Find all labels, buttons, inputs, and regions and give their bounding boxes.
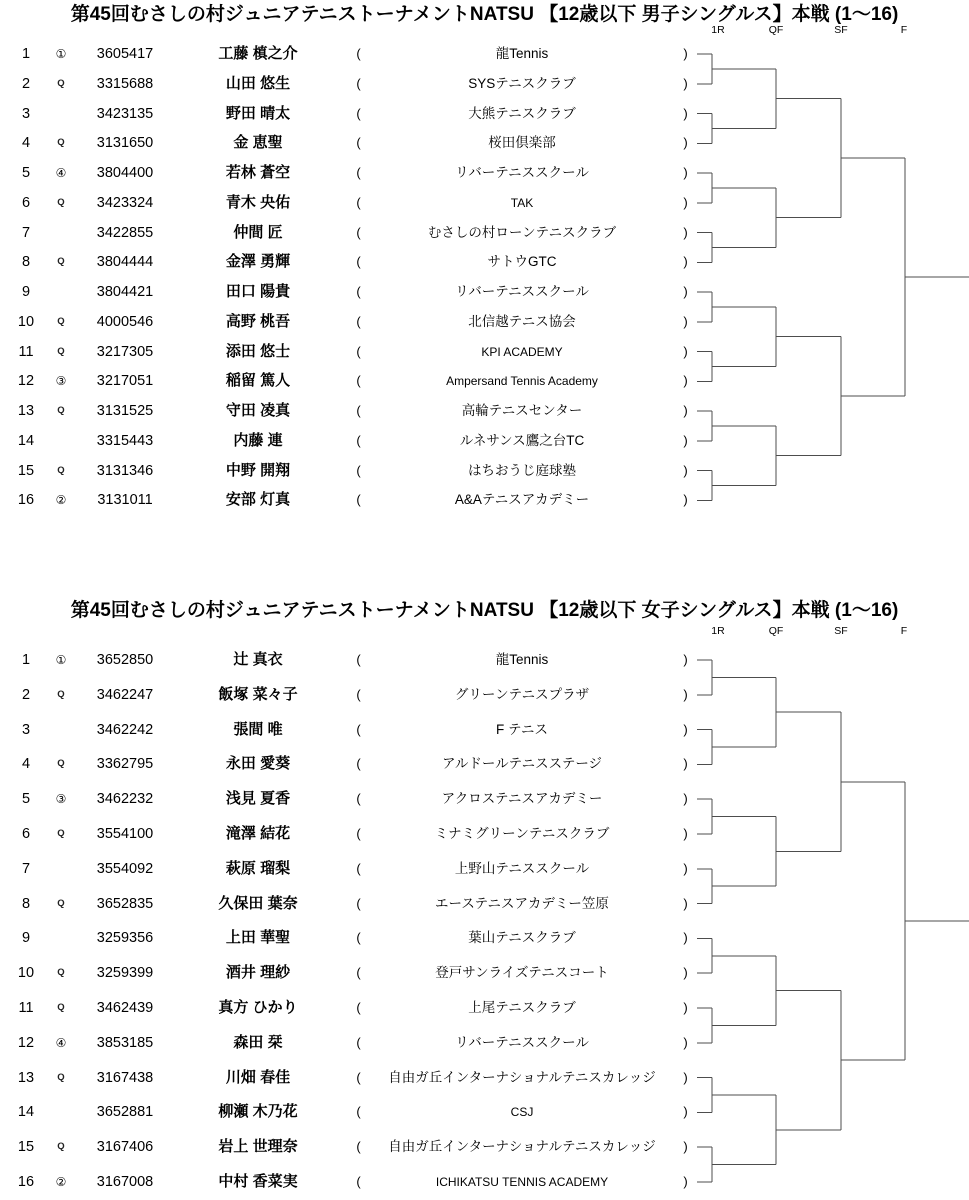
player-row [0,44,969,64]
seed-badge: ② [55,1175,67,1189]
club-name: むさしの村ローンテニスクラブ [427,224,617,240]
open-paren: ( [356,1000,361,1015]
player-name: 張間 唯 [233,720,283,738]
open-paren: ( [356,791,361,807]
club-name: リバーテニススクール [455,1034,589,1050]
draw-position: 10 [17,965,35,982]
open-paren: ( [356,1069,361,1085]
player-row [0,650,969,670]
registration-number: 3462232 [96,791,154,808]
draw-position: 14 [17,1104,35,1121]
close-paren: ) [683,165,688,180]
club-name: TAK [510,195,534,210]
registration-number: 3554100 [96,826,154,842]
draw-position: 4 [21,135,31,152]
player-row [0,685,969,705]
club-name: 上野山テニススクール [454,860,590,876]
club-name: 龍Tennis [495,652,549,667]
round-header-sf: SF [834,24,848,36]
registration-number: 3217305 [96,343,154,360]
close-paren: ) [683,1104,688,1120]
registration-number: 3259356 [96,930,154,947]
player-name: 酒井 理紗 [225,964,291,982]
draw-position: 11 [18,343,34,360]
player-name: 野田 晴太 [225,104,291,122]
close-paren: ) [683,1034,688,1050]
player-name: 青木 央佑 [225,193,291,211]
close-paren: ) [683,1139,688,1155]
close-paren: ) [683,965,688,981]
player-row [0,252,969,272]
registration-number: 3131011 [97,492,153,509]
close-paren: ) [683,721,688,737]
open-paren: ( [356,652,361,667]
close-paren: ) [683,462,688,478]
player-name: 中野 開翔 [225,461,291,479]
club-name: 桜田倶楽部 [488,135,556,151]
club-name: CSJ [510,1105,534,1120]
seed-badge: ④ [55,1035,67,1050]
registration-number: 3804400 [96,165,154,181]
close-paren: ) [683,930,688,946]
club-name: エーステニスアカデミー笠原 [435,895,609,911]
club-name: 葉山テニスクラブ [468,930,576,946]
registration-number: 3422855 [96,224,154,241]
draw-position: 6 [21,826,31,842]
club-name: 自由ガ丘インターナショナルテニスカレッジ [388,1139,656,1155]
round-header-sf: SF [834,625,848,637]
club-name: ミナミグリーンテニスクラブ [434,826,610,841]
draw-position: 3 [21,105,31,122]
registration-number: 3462247 [96,686,154,703]
seed-badge [46,431,76,451]
draw-position: 13 [17,1069,35,1086]
round-header-1r: 1R [711,625,725,637]
player-row [0,859,969,879]
draw-position: 10 [17,313,35,330]
seed-badge: Q [57,256,65,268]
open-paren: ( [356,860,361,876]
registration-number: 3423135 [96,105,154,122]
close-paren: ) [683,46,688,61]
open-paren: ( [356,1139,361,1155]
draw-position: 1 [21,652,31,668]
player-row [0,1068,969,1088]
open-paren: ( [356,284,361,299]
player-row [0,342,969,362]
player-row [0,998,969,1018]
open-paren: ( [356,492,361,508]
player-name: 金 恵聖 [233,134,283,152]
player-name: 辻 真衣 [233,651,283,668]
draw-position: 15 [17,462,35,479]
seed-badge: Q [57,137,65,149]
seed-badge: Q [57,688,65,700]
seed-badge: ① [55,653,67,667]
registration-number: 3131525 [96,403,154,419]
player-name: 内藤 連 [233,431,283,449]
registration-number: 3423324 [96,194,154,211]
draw-position: 11 [18,1000,34,1016]
draw-position: 5 [21,165,31,181]
open-paren: ( [356,826,361,841]
registration-number: 3259399 [96,965,154,982]
draw-title-boys: 第45回むさしの村ジュニアテニストーナメントNATSU 【12歳以下 男子シングルス】本戦 (1～16) [70,4,899,25]
open-paren: ( [356,343,361,359]
player-name: 川畑 春佳 [225,1068,291,1086]
registration-number: 3167008 [96,1174,154,1190]
registration-number: 3167406 [96,1139,154,1156]
round-header-f: F [900,625,908,637]
player-name: 上田 華聖 [225,929,291,947]
draw-position: 4 [21,756,31,773]
seed-badge [46,720,76,740]
club-name: サトウGTC [487,254,557,270]
draw-position: 7 [21,224,31,241]
draw-position: 5 [21,791,31,808]
open-paren: ( [356,930,361,946]
player-row [0,1172,969,1192]
player-row [0,894,969,914]
close-paren: ) [683,652,688,667]
seed-badge [46,104,76,124]
seed-badge [46,223,76,243]
open-paren: ( [356,686,361,702]
player-row [0,371,969,391]
open-paren: ( [356,254,361,270]
club-name: ICHIKATSU TENNIS ACADEMY [435,1175,609,1189]
registration-number: 3217051 [96,373,154,390]
player-name: 工藤 槙之介 [218,45,298,62]
player-name: 山田 悠生 [225,74,291,92]
registration-number: 3462242 [96,721,154,738]
seed-badge: Q [57,464,65,476]
open-paren: ( [356,462,361,478]
seed-badge [46,282,76,302]
draw-position: 3 [21,721,31,738]
seed-badge: Q [57,315,65,327]
seed-badge: ① [55,47,67,61]
player-name: 真方 ひかり [218,999,298,1016]
open-paren: ( [356,432,361,448]
club-name: ルネサンス鷹之台TC [459,432,585,448]
round-header-qf: QF [768,24,784,36]
close-paren: ) [683,194,688,210]
open-paren: ( [356,1034,361,1050]
draw-position: 16 [17,492,35,509]
registration-number: 3362795 [96,756,154,773]
player-name: 若林 蒼空 [225,164,291,181]
player-row [0,754,969,774]
close-paren: ) [683,826,688,841]
registration-number: 3804421 [96,284,154,300]
seed-badge: ④ [55,166,67,180]
open-paren: ( [356,1174,361,1189]
draw-position: 12 [17,373,35,390]
player-row [0,431,969,451]
registration-number: 3853185 [96,1034,154,1051]
player-row [0,312,969,332]
draw-position: 9 [21,284,31,300]
club-name: アルドールテニスステージ [441,756,603,772]
seed-badge: ③ [55,792,67,807]
player-row [0,163,969,183]
player-row [0,720,969,740]
player-row [0,1102,969,1122]
seed-badge: Q [57,967,65,979]
player-name: 中村 香菜実 [218,1173,298,1190]
open-paren: ( [356,46,361,61]
club-name: A&Aテニスアカデミー [454,492,590,508]
seed-badge [46,928,76,948]
registration-number: 3131650 [96,135,154,152]
player-row [0,223,969,243]
player-row [0,74,969,94]
close-paren: ) [683,313,688,329]
close-paren: ) [683,403,688,418]
player-name: 仲間 匠 [233,223,283,241]
close-paren: ) [683,135,688,151]
close-paren: ) [683,1174,688,1189]
draw-position: 8 [21,254,31,271]
open-paren: ( [356,373,361,389]
seed-badge: ② [55,493,67,508]
draw-position: 8 [21,895,31,912]
club-name: KPI ACADEMY [481,344,563,359]
draw-position: 15 [17,1139,35,1156]
player-row [0,1137,969,1157]
open-paren: ( [356,165,361,180]
club-name: Ampersand Tennis Academy [446,374,598,389]
club-name: アクロステニスアカデミー [441,791,603,807]
close-paren: ) [683,254,688,270]
open-paren: ( [356,721,361,737]
registration-number: 3652881 [96,1104,154,1121]
registration-number: 3167438 [96,1069,154,1086]
player-name: 森田 栞 [233,1033,283,1051]
player-row [0,490,969,510]
player-row [0,1033,969,1053]
round-header-qf: QF [768,625,784,637]
player-name: 金澤 勇輝 [225,253,291,271]
seed-badge: Q [57,828,65,839]
draw-position: 7 [21,860,31,877]
player-name: 高野 桃吾 [225,312,291,330]
open-paren: ( [356,965,361,981]
player-name: 添田 悠士 [225,342,291,360]
player-row [0,401,969,421]
player-row [0,133,969,153]
open-paren: ( [356,224,361,240]
draw-position: 9 [21,930,31,947]
draw-position: 2 [21,686,31,703]
close-paren: ) [683,1069,688,1085]
seed-badge [46,1102,76,1122]
club-name: 自由ガ丘インターナショナルテニスカレッジ [388,1069,656,1085]
close-paren: ) [683,432,688,448]
player-name: 安部 灯真 [225,491,291,509]
seed-badge: Q [57,1071,65,1083]
seed-badge: Q [57,1002,65,1013]
close-paren: ) [683,105,688,121]
open-paren: ( [356,1104,361,1120]
registration-number: 3652835 [96,895,154,912]
registration-number: 4000546 [96,313,154,330]
open-paren: ( [356,135,361,151]
club-name: 龍Tennis [495,46,549,61]
close-paren: ) [683,373,688,389]
open-paren: ( [356,313,361,329]
club-name: リバーテニススクール [455,284,589,299]
seed-badge: Q [57,1141,65,1153]
seed-badge: ③ [55,374,67,389]
draw-position: 16 [17,1174,35,1190]
close-paren: ) [683,895,688,911]
draw-position: 13 [17,403,35,419]
player-row [0,461,969,481]
club-name: 高輪テニスセンター [461,403,583,418]
close-paren: ) [683,791,688,807]
seed-badge: Q [57,897,65,909]
open-paren: ( [356,756,361,772]
player-name: 田口 陽貴 [225,283,291,300]
open-paren: ( [356,105,361,121]
registration-number: 3652850 [96,652,154,668]
open-paren: ( [356,895,361,911]
club-name: 北信越テニス協会 [468,313,576,329]
club-name: 大熊テニスクラブ [468,105,576,121]
player-row [0,824,969,844]
seed-badge: Q [57,405,65,416]
club-name: 登戸サンライズテニスコート [435,965,609,981]
registration-number: 3315688 [96,75,154,92]
player-name: 守田 凌真 [225,402,291,419]
seed-badge: Q [57,345,65,357]
draw-position: 2 [21,75,31,92]
player-name: 浅見 夏香 [225,790,291,808]
draw-position: 1 [21,46,31,62]
seed-badge [46,859,76,879]
open-paren: ( [356,403,361,418]
player-name: 萩原 瑠梨 [225,859,291,877]
player-row [0,282,969,302]
close-paren: ) [683,492,688,508]
club-name: グリーンテニスプラザ [454,686,590,702]
registration-number: 3554092 [96,860,154,877]
player-row [0,928,969,948]
player-row [0,963,969,983]
close-paren: ) [683,756,688,772]
close-paren: ) [683,1000,688,1015]
registration-number: 3804444 [96,254,154,271]
player-name: 滝澤 結花 [225,825,291,842]
player-name: 久保田 葉奈 [218,894,298,912]
close-paren: ) [683,860,688,876]
close-paren: ) [683,284,688,299]
close-paren: ) [683,343,688,359]
open-paren: ( [356,194,361,210]
club-name: はちおうじ庭球塾 [468,462,576,478]
close-paren: ) [683,224,688,240]
seed-badge: Q [57,196,65,208]
player-row [0,193,969,213]
close-paren: ) [683,75,688,91]
open-paren: ( [356,75,361,91]
close-paren: ) [683,686,688,702]
registration-number: 3605417 [96,46,154,62]
registration-number: 3131346 [96,462,154,479]
seed-badge: Q [57,77,65,89]
club-name: F テニス [496,721,548,737]
draw-position: 14 [17,432,35,449]
registration-number: 3315443 [96,432,154,449]
player-row [0,104,969,124]
draw-title-girls: 第45回むさしの村ジュニアテニストーナメントNATSU 【12歳以下 女子シングルス】本戦 (1～16) [70,600,899,621]
player-row [0,789,969,809]
club-name: リバーテニススクール [455,165,589,180]
player-name: 岩上 世理奈 [218,1138,298,1156]
player-name: 稲留 篤人 [225,372,291,390]
player-name: 飯塚 菜々子 [218,685,298,703]
club-name: 上尾テニスクラブ [468,1000,576,1015]
round-header-f: F [900,24,908,36]
seed-badge: Q [57,758,65,770]
draw-position: 12 [17,1034,35,1051]
registration-number: 3462439 [96,1000,154,1016]
round-header-1r: 1R [711,24,725,36]
player-name: 永田 愛葵 [225,755,291,773]
club-name: SYSテニスクラブ [468,75,576,91]
draw-position: 6 [21,194,31,211]
player-name: 柳瀬 木乃花 [218,1103,298,1121]
